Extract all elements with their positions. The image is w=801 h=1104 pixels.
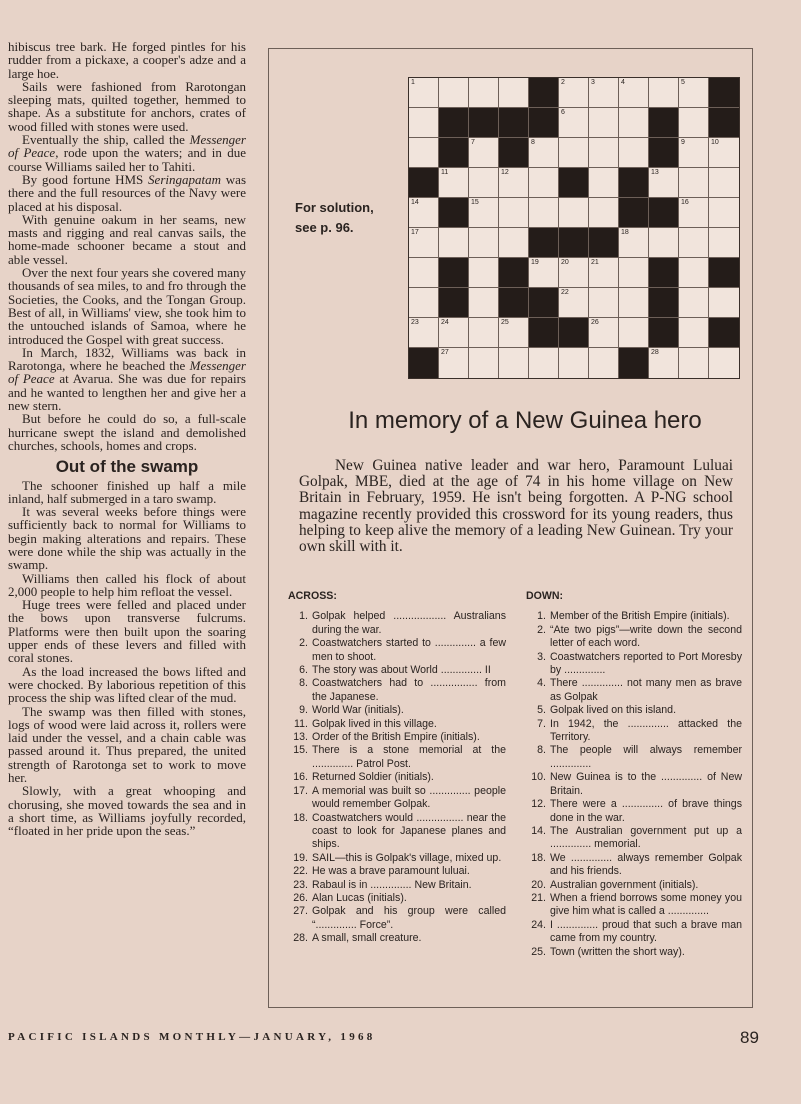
article-paragraph: Sails were fashioned from Rarotongan sleeping mats, quilted together, hemmed to shape. As a substitute for anchors, crates of wood filled with stones were used.: [8, 78, 246, 134]
crossword-clue-number: 10: [711, 139, 719, 146]
crossword-cell[interactable]: [529, 348, 559, 378]
down-clue: [526, 825, 742, 852]
clue-number: 12.: [531, 798, 546, 811]
clue-text: A small, small creature.: [312, 932, 422, 945]
crossword-cell[interactable]: [559, 198, 589, 228]
article-body-upper: [8, 40, 246, 452]
article-paragraph: With genuine oakum in her seams, new masts and rigging and real canvas sails, the home-made schooner became a stout and able vessel.: [8, 211, 246, 267]
down-clue: [526, 798, 742, 825]
down-title: DOWN:: [526, 590, 564, 602]
clue-text: He was a brave paramount luluai.: [312, 865, 470, 878]
article-paragraph: Huge trees were felled and placed under the bows upon transverse fulcrums. Platforms were then built upon the soaring upper ends of these levers and filled with coral stones.: [8, 597, 246, 666]
crossword-clue-number: 3: [591, 79, 595, 86]
clue-text: Rabaul is in .............. New Britain.: [312, 878, 472, 891]
crossword-clue-number: 20: [561, 259, 569, 266]
crossword-cell[interactable]: [499, 348, 529, 378]
across-clue: [288, 637, 506, 664]
crossword-clue-number: 24: [441, 319, 449, 326]
crossword-black-cell: [529, 288, 559, 318]
section-heading: Out of the swamp: [55, 457, 199, 477]
footer-masthead: PACIFIC ISLANDS MONTHLY—JANUARY, 1968: [8, 1031, 376, 1043]
clue-number: 10.: [531, 771, 546, 784]
crossword-cell[interactable]: [589, 138, 619, 168]
article-paragraph: In March, 1832, Williams was back in Rarotonga, where he beached the Messenger of Peace at Avarua. She was due for repairs and he wanted to lengthen her and give her a new stern.: [8, 344, 246, 414]
crossword-cell[interactable]: [679, 78, 709, 108]
clue-text: Golpak helped .................. Australians during the war.: [312, 610, 506, 636]
crossword-clue-number: 6: [561, 109, 565, 116]
crossword-cell[interactable]: [589, 348, 619, 378]
crossword-clue-number: 14: [411, 199, 419, 206]
crossword-clue-number: 16: [681, 199, 689, 206]
clue-number: 4.: [537, 677, 546, 690]
crossword-cell[interactable]: [559, 138, 589, 168]
across-clue: [288, 664, 506, 677]
crossword-black-cell: [649, 258, 679, 288]
crossword-cell[interactable]: [709, 198, 739, 228]
solution-note-line: For solution,: [295, 200, 374, 215]
clue-number: 17.: [293, 784, 308, 797]
crossword-cell[interactable]: [439, 348, 469, 378]
crossword-cell[interactable]: [529, 168, 559, 198]
crossword-clue-number: 18: [621, 229, 629, 236]
down-clue: [526, 879, 742, 892]
article-paragraph: The schooner finished up half a mile inland, half submerged in a taro swamp.: [8, 477, 246, 506]
crossword-black-cell: [529, 108, 559, 138]
crossword-clue-number: 8: [531, 139, 535, 146]
crossword-cell[interactable]: [679, 288, 709, 318]
crossword-cell[interactable]: [709, 288, 739, 318]
crossword-cell[interactable]: [409, 78, 439, 108]
clue-number: 26.: [293, 891, 308, 904]
clue-text: The story was about World .............. II: [312, 664, 491, 677]
article-column: [8, 40, 246, 838]
crossword-cell[interactable]: [679, 258, 709, 288]
crossword-black-cell: [589, 228, 619, 258]
crossword-black-cell: [529, 228, 559, 258]
crossword-black-cell: [409, 168, 439, 198]
crossword-clue-number: 22: [561, 289, 569, 296]
down-clue: [526, 718, 742, 745]
crossword-cell[interactable]: [679, 348, 709, 378]
crossword-cell[interactable]: [619, 318, 649, 348]
across-clue: [288, 879, 506, 892]
crossword-cell[interactable]: [529, 198, 559, 228]
clue-text: There were a .............. of brave things done in the war.: [550, 798, 742, 824]
crossword-cell[interactable]: [649, 348, 679, 378]
crossword-black-cell: [619, 348, 649, 378]
down-clue: [526, 677, 742, 704]
crossword-cell[interactable]: [409, 138, 439, 168]
crossword-cell[interactable]: [589, 108, 619, 138]
crossword-cell[interactable]: [619, 138, 649, 168]
crossword-cell[interactable]: [469, 138, 499, 168]
solution-note: [295, 198, 374, 238]
crossword-cell[interactable]: [439, 168, 469, 198]
crossword-black-cell: [439, 108, 469, 138]
down-clues: [526, 590, 742, 959]
clue-text: There .............. not many men as brave as Golpak: [550, 677, 742, 703]
crossword-cell[interactable]: [469, 348, 499, 378]
clue-text: Coastwatchers started to .............. a few men to shoot.: [312, 637, 506, 663]
clue-text: Order of the British Empire (initials).: [312, 731, 480, 744]
article-paragraph: As the load increased the bows lifted and were chocked. By laborious repetition of this process the ship was lifted clear of the mud.: [8, 663, 246, 706]
clue-text: We .............. always remember Golpak and his friends.: [550, 851, 742, 878]
article-body-lower: [8, 479, 246, 838]
down-clue: [526, 852, 742, 879]
clue-number: 22.: [293, 865, 308, 878]
crossword-black-cell: [709, 258, 739, 288]
across-clue: [288, 905, 506, 932]
crossword-cell[interactable]: [529, 258, 559, 288]
crossword-cell[interactable]: [679, 168, 709, 198]
crossword-cell[interactable]: [409, 108, 439, 138]
crossword-cell[interactable]: [499, 198, 529, 228]
crossword-cell[interactable]: [619, 258, 649, 288]
crossword-clue-number: 26: [591, 319, 599, 326]
crossword-cell[interactable]: [469, 258, 499, 288]
clue-number: 11.: [294, 717, 308, 730]
article-paragraph: Eventually the ship, called the Messenger of Peace, rode upon the waters; and in due course Williams sailed her to Tahiti.: [8, 132, 246, 174]
crossword-cell[interactable]: [619, 78, 649, 108]
crossword-clue-number: 25: [501, 319, 509, 326]
across-clue: [288, 704, 506, 717]
crossword-cell[interactable]: [679, 198, 709, 228]
across-clue-list: [288, 610, 506, 945]
clue-number: 1.: [299, 610, 308, 623]
clue-number: 6.: [299, 664, 308, 677]
crossword-cell[interactable]: [679, 108, 709, 138]
crossword-cell[interactable]: [709, 228, 739, 258]
clue-text: Member of the British Empire (initials).: [550, 610, 730, 623]
across-clue: [288, 731, 506, 744]
crossword-clue-number: 1: [411, 79, 415, 86]
crossword-cell[interactable]: [559, 78, 589, 108]
crossword-black-cell: [499, 108, 529, 138]
clue-number: 8.: [299, 677, 308, 690]
crossword-clue-number: 11: [441, 169, 449, 176]
crossword-clue-number: 4: [621, 79, 625, 86]
across-clue: [288, 718, 506, 731]
crossword-black-cell: [499, 258, 529, 288]
clue-text: Golpak lived on this island.: [550, 704, 677, 717]
clue-text: When a friend borrows some money you give him what is called a ..............: [550, 891, 742, 918]
crossword-cell[interactable]: [649, 78, 679, 108]
clue-text: Golpak and his group were called “.............. Force”.: [312, 905, 506, 931]
clue-text: Golpak lived in this village.: [312, 717, 437, 730]
crossword-cell[interactable]: [679, 318, 709, 348]
clue-number: 25.: [531, 945, 546, 958]
down-clue: [526, 919, 742, 946]
crossword-cell[interactable]: [619, 228, 649, 258]
crossword-black-cell: [709, 108, 739, 138]
crossword-cell[interactable]: [499, 78, 529, 108]
down-clue: [526, 946, 742, 959]
across-clue: [288, 744, 506, 771]
crossword-clue-number: 23: [411, 319, 419, 326]
clue-text: SAIL—this is Golpak's village, mixed up.: [312, 851, 502, 864]
article-paragraph: Over the next four years she covered many thousands of sea miles, to and fro through the Societies, the Cooks, and the Tongan Group. Best of all, in Williams' view, she took him to the untouched islands of Samoa, where he introduced the Gospel with great success.: [8, 265, 246, 347]
intro-paragraph: New Guinea native leader and war hero, Paramount Luluai Golpak, MBE, died at the age of 74 in his home village on New Britain in February, 1959. He isn't being forgotten. A P-NG school magazine recently provided this crossword for its young readers, thus helping to keep alive the memory of a leading New Guinean. Try your own skill with it.: [299, 457, 733, 556]
crossword-black-cell: [439, 138, 469, 168]
clue-text: Australian government (initials).: [550, 878, 699, 891]
clue-text: Alan Lucas (initials).: [312, 891, 407, 904]
clue-text: New Guinea is to the .............. of New Britain.: [550, 771, 742, 797]
crossword-clue-number: 2: [561, 79, 565, 86]
crossword-clue-number: 27: [441, 349, 449, 356]
crossword-cell[interactable]: [709, 168, 739, 198]
crossword-cell[interactable]: [469, 318, 499, 348]
across-clue: [288, 610, 506, 637]
across-clue: [288, 852, 506, 865]
down-clue: [526, 704, 742, 717]
crossword-black-cell: [559, 318, 589, 348]
clue-text: Coastwatchers reported to Port Moresby by ..............: [550, 650, 742, 677]
clue-number: 18.: [293, 811, 308, 824]
clue-number: 1.: [537, 610, 546, 623]
crossword-clue-number: 21: [591, 259, 599, 266]
down-clue: [526, 892, 742, 919]
down-clue: [526, 744, 742, 771]
clue-number: 18.: [531, 851, 546, 864]
clue-number: 28.: [293, 932, 308, 945]
crossword-cell[interactable]: [709, 138, 739, 168]
crossword-cell[interactable]: [499, 228, 529, 258]
down-clue-list: [526, 610, 742, 959]
crossword-clue-number: 7: [471, 139, 475, 146]
crossword-cell[interactable]: [589, 198, 619, 228]
clue-number: 16.: [293, 771, 308, 784]
clue-number: 5.: [537, 704, 546, 717]
clue-text: Coastwatchers would ................ near the coast to look for Japanese planes and ships.: [312, 811, 506, 851]
headline: In memory of a New Guinea hero: [348, 407, 702, 434]
clue-number: 19.: [293, 851, 308, 864]
crossword-cell[interactable]: [679, 138, 709, 168]
crossword-black-cell: [469, 108, 499, 138]
crossword-black-cell: [529, 318, 559, 348]
crossword-cell[interactable]: [649, 228, 679, 258]
crossword-cell[interactable]: [409, 228, 439, 258]
article-paragraph: Williams then called his flock of about 2,000 people to help him refloat the vessel.: [8, 570, 246, 599]
clue-number: 24.: [531, 918, 546, 931]
crossword-cell[interactable]: [439, 228, 469, 258]
article-paragraph: Slowly, with a great whooping and chorusing, she moved towards the sea and in a short time, as Williams joyfully recorded, “floated in her pride upon the seas.”: [8, 783, 246, 839]
crossword-cell[interactable]: [649, 168, 679, 198]
crossword-clue-number: 15: [471, 199, 479, 206]
crossword-cell[interactable]: [589, 168, 619, 198]
crossword-cell[interactable]: [439, 318, 469, 348]
crossword-cell[interactable]: [469, 78, 499, 108]
crossword-cell[interactable]: [559, 288, 589, 318]
clue-text: A memorial was built so .............. people would remember Golpak.: [312, 784, 506, 811]
across-clue: [288, 932, 506, 945]
crossword-cell[interactable]: [589, 318, 619, 348]
crossword-cell[interactable]: [559, 348, 589, 378]
crossword-black-cell: [649, 138, 679, 168]
across-clue: [288, 771, 506, 784]
article-paragraph: It was several weeks before things were sufficiently back to normal for Williams to begin making alterations and repairs. These were done while the ship was actually in the swamp.: [8, 504, 246, 573]
crossword-black-cell: [649, 198, 679, 228]
clue-text: The people will always remember ..............: [550, 744, 742, 770]
across-clue: [288, 677, 506, 704]
crossword-grid: [408, 77, 740, 379]
crossword-black-cell: [499, 288, 529, 318]
crossword-cell[interactable]: [619, 108, 649, 138]
clue-text: Coastwatchers had to ................ from the Japanese.: [312, 677, 506, 703]
clue-number: 9.: [299, 704, 308, 717]
crossword-cell[interactable]: [409, 198, 439, 228]
crossword-cell[interactable]: [469, 168, 499, 198]
crossword-clue-number: 5: [681, 79, 685, 86]
across-clue: [288, 812, 506, 852]
article-paragraph: By good fortune HMS Seringapatam was there and the full resources of the Navy were placed at his disposal.: [8, 171, 247, 214]
clue-text: There is a stone memorial at the .............. Patrol Post.: [312, 744, 506, 770]
crossword-black-cell: [529, 78, 559, 108]
crossword-black-cell: [559, 228, 589, 258]
clue-number: 21.: [531, 891, 546, 904]
clue-text: In 1942, the .............. attacked the Territory.: [550, 717, 742, 744]
clue-text: “Ate two pigs”—write down the second letter of each word.: [550, 623, 742, 650]
clue-text: World War (initials).: [312, 704, 404, 717]
crossword-black-cell: [649, 318, 679, 348]
article-paragraph: hibiscus tree bark. He forged pintles for his rudder from a pickaxe, a cooper's adze and a large hoe.: [8, 39, 246, 81]
clue-number: 7.: [537, 717, 546, 730]
down-clue: [526, 651, 742, 678]
crossword-cell[interactable]: [409, 258, 439, 288]
crossword-cell[interactable]: [409, 288, 439, 318]
crossword-black-cell: [649, 288, 679, 318]
crossword-black-cell: [439, 198, 469, 228]
across-clue: [288, 785, 506, 812]
clue-text: Town (written the short way).: [550, 945, 685, 958]
solution-note-line: see p. 96.: [295, 220, 354, 235]
clue-number: 20.: [531, 878, 546, 891]
crossword-cell[interactable]: [499, 168, 529, 198]
across-title: ACROSS:: [288, 590, 337, 602]
clue-number: 23.: [293, 878, 308, 891]
crossword-cell[interactable]: [589, 258, 619, 288]
crossword-cell[interactable]: [469, 288, 499, 318]
crossword-cell[interactable]: [469, 198, 499, 228]
crossword-cell[interactable]: [409, 318, 439, 348]
article-paragraph: But before he could do so, a full-scale hurricane swept the island and demolished churches, schools, homes and crops.: [8, 411, 246, 453]
down-clue: [526, 610, 742, 623]
clue-text: The Australian government put up a .............. memorial.: [550, 824, 742, 851]
across-clue: [288, 892, 506, 905]
clue-text: I .............. proud that such a brave man came from my country.: [550, 918, 742, 945]
crossword-clue-number: 19: [531, 259, 539, 266]
clue-number: 13.: [293, 731, 308, 744]
crossword-cell[interactable]: [559, 108, 589, 138]
clue-number: 14.: [531, 824, 546, 837]
crossword-black-cell: [409, 348, 439, 378]
crossword-cell[interactable]: [619, 288, 649, 318]
down-clue: [526, 624, 742, 651]
crossword-cell[interactable]: [709, 348, 739, 378]
crossword-cell[interactable]: [529, 138, 559, 168]
crossword-black-cell: [619, 198, 649, 228]
clue-number: 2.: [299, 637, 308, 650]
crossword-clue-number: 9: [681, 139, 685, 146]
crossword-cell[interactable]: [679, 228, 709, 258]
crossword-clue-number: 17: [411, 229, 419, 236]
across-clues: [288, 590, 506, 946]
article-paragraph: The swamp was then filled with stones, logs of wood were laid across it, rollers were laid under the vessel, and a chain cable was passed around it. Thus prepared, the united strength of Rarotonga set to work to move her.: [8, 703, 246, 786]
crossword-black-cell: [559, 168, 589, 198]
crossword-black-cell: [649, 108, 679, 138]
clue-number: 3.: [537, 650, 546, 663]
crossword-cell[interactable]: [589, 288, 619, 318]
crossword-cell[interactable]: [469, 228, 499, 258]
crossword-black-cell: [709, 318, 739, 348]
crossword-black-cell: [439, 258, 469, 288]
crossword-black-cell: [439, 288, 469, 318]
crossword-clue-number: 13: [651, 169, 659, 176]
clue-text: Returned Soldier (initials).: [312, 771, 434, 784]
crossword-cell[interactable]: [439, 78, 469, 108]
across-clue: [288, 865, 506, 878]
crossword-cell[interactable]: [499, 318, 529, 348]
clue-number: 2.: [537, 623, 546, 636]
crossword-clue-number: 12: [501, 169, 509, 176]
down-clue: [526, 771, 742, 798]
page-number: 89: [740, 1028, 759, 1047]
crossword-black-cell: [619, 168, 649, 198]
crossword-black-cell: [709, 78, 739, 108]
crossword-cell[interactable]: [559, 258, 589, 288]
clue-number: 27.: [293, 905, 308, 918]
crossword-black-cell: [499, 138, 529, 168]
clue-number: 8.: [537, 744, 546, 757]
clue-number: 15.: [293, 744, 308, 757]
crossword-clue-number: 28: [651, 349, 659, 356]
crossword-cell[interactable]: [589, 78, 619, 108]
